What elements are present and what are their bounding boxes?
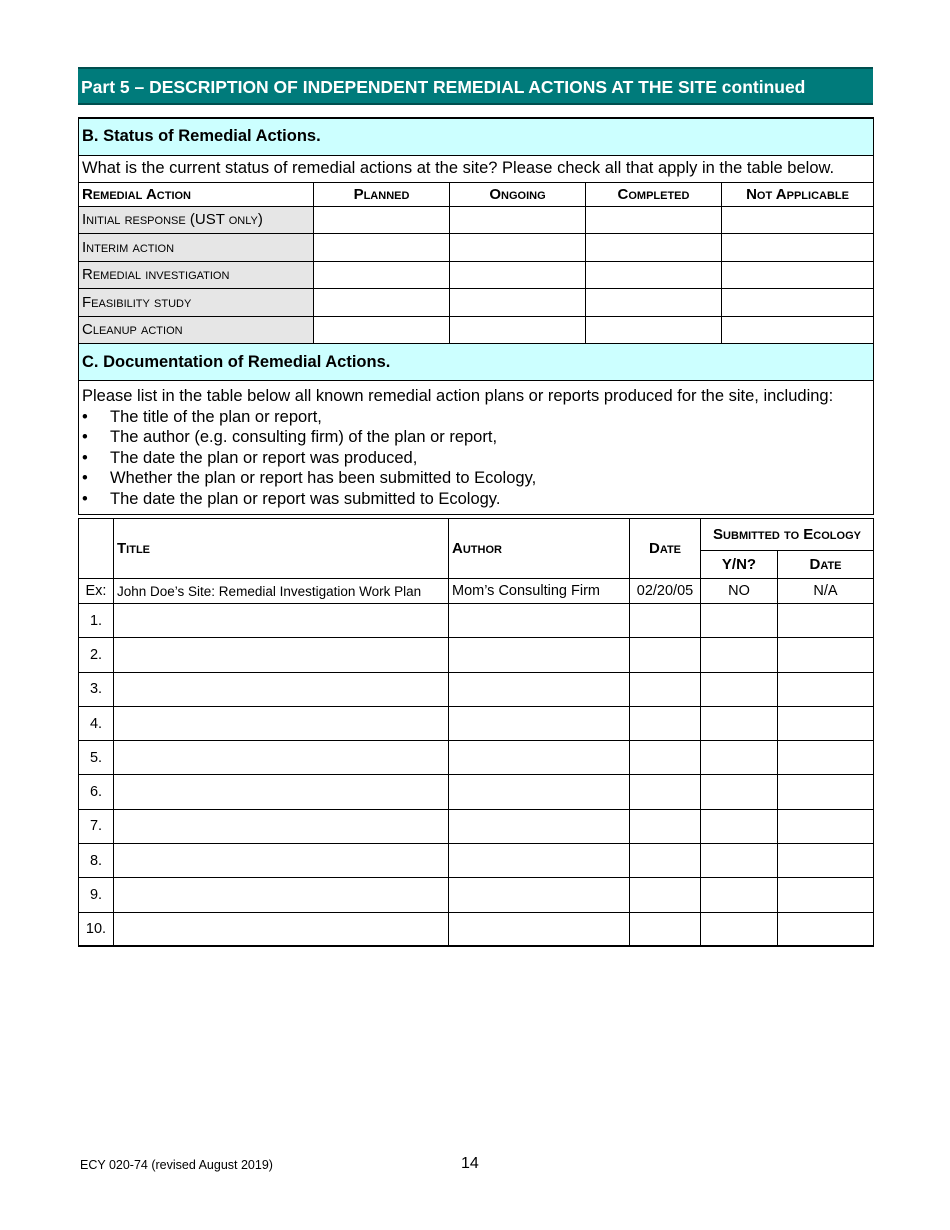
title-cell[interactable] [114, 706, 449, 740]
action-label: Remedial investigation [79, 261, 314, 289]
planned-checkbox-cell[interactable] [314, 289, 450, 317]
column-header-author: Author [449, 519, 630, 579]
column-header-completed: Completed [586, 182, 722, 206]
ongoing-checkbox-cell[interactable] [450, 316, 586, 344]
page-number: 14 [461, 1155, 479, 1172]
list-item: • The author (e.g. consulting firm) of the plan or report, [82, 428, 498, 446]
submitted-date-cell[interactable] [778, 638, 874, 672]
date-cell[interactable] [630, 775, 701, 809]
example-submitted-date: N/A [778, 579, 874, 604]
ongoing-checkbox-cell[interactable] [450, 289, 586, 317]
author-cell[interactable] [449, 672, 630, 706]
action-label: Interim action [79, 234, 314, 262]
action-row-initial-response [79, 206, 874, 234]
yn-cell[interactable] [701, 878, 778, 912]
date-cell[interactable] [630, 878, 701, 912]
table-row [79, 844, 874, 878]
row-number: 5. [79, 741, 114, 775]
not-applicable-checkbox-cell[interactable] [722, 316, 874, 344]
date-cell[interactable] [630, 638, 701, 672]
title-cell[interactable] [114, 775, 449, 809]
title-cell[interactable] [114, 912, 449, 946]
author-cell[interactable] [449, 741, 630, 775]
title-cell[interactable] [114, 604, 449, 638]
documentation-table [78, 518, 874, 947]
table-row [79, 878, 874, 912]
submitted-date-cell[interactable] [778, 741, 874, 775]
action-label: Initial response (UST only) [79, 206, 314, 234]
column-header-not-applicable: Not Applicable [722, 182, 874, 206]
bullet-icon: • [82, 428, 88, 446]
author-cell[interactable] [449, 775, 630, 809]
completed-checkbox-cell[interactable] [586, 316, 722, 344]
submitted-date-cell[interactable] [778, 775, 874, 809]
section-b-title: B. Status of Remedial Actions. [79, 118, 874, 155]
example-title: John Doe’s Site: Remedial Investigation Work Plan [114, 579, 449, 604]
table-row [79, 706, 874, 740]
not-applicable-checkbox-cell[interactable] [722, 261, 874, 289]
planned-checkbox-cell[interactable] [314, 261, 450, 289]
requirements-list [82, 407, 870, 510]
ongoing-checkbox-cell[interactable] [450, 234, 586, 262]
column-header-remedial-action: Remedial Action [79, 182, 314, 206]
yn-cell[interactable] [701, 741, 778, 775]
yn-cell[interactable] [701, 672, 778, 706]
table-row [79, 672, 874, 706]
date-cell[interactable] [630, 741, 701, 775]
row-number: 3. [79, 672, 114, 706]
row-number: 7. [79, 809, 114, 843]
yn-cell[interactable] [701, 775, 778, 809]
title-cell[interactable] [114, 809, 449, 843]
action-row-interim-action [79, 234, 874, 262]
list-item: • The date the plan or report was submitted to Ecology. [82, 489, 501, 508]
date-cell[interactable] [630, 706, 701, 740]
column-header-submitted-date: Date [778, 551, 874, 579]
date-cell[interactable] [630, 844, 701, 878]
section-b-question: What is the current status of remedial actions at the site? Please check all that apply in the table below. [79, 155, 874, 182]
bullet-icon: • [82, 489, 88, 508]
row-number-header [79, 519, 114, 579]
submitted-date-cell[interactable] [778, 809, 874, 843]
table-row [79, 912, 874, 946]
status-of-remedial-actions-table [78, 117, 874, 515]
column-header-ongoing: Ongoing [450, 182, 586, 206]
submitted-date-cell[interactable] [778, 912, 874, 946]
yn-cell[interactable] [701, 706, 778, 740]
not-applicable-checkbox-cell[interactable] [722, 234, 874, 262]
table-row [79, 638, 874, 672]
footer-form-id: ECY 020-74 (revised August 2019) [80, 1158, 273, 1172]
ongoing-checkbox-cell[interactable] [450, 261, 586, 289]
not-applicable-checkbox-cell[interactable] [722, 206, 874, 234]
author-cell[interactable] [449, 706, 630, 740]
planned-checkbox-cell[interactable] [314, 234, 450, 262]
row-number: 6. [79, 775, 114, 809]
submitted-date-cell[interactable] [778, 672, 874, 706]
yn-cell[interactable] [701, 912, 778, 946]
author-cell[interactable] [449, 878, 630, 912]
action-row-cleanup-action [79, 316, 874, 344]
example-row [79, 579, 874, 604]
list-item: • The date the plan or report was produced, [82, 448, 418, 467]
author-cell[interactable] [449, 604, 630, 638]
title-cell[interactable] [114, 844, 449, 878]
example-author: Mom’s Consulting Firm [449, 579, 630, 604]
completed-checkbox-cell[interactable] [586, 261, 722, 289]
row-number: 10. [79, 912, 114, 946]
author-cell[interactable] [449, 638, 630, 672]
list-item: • The title of the plan or report, [82, 407, 322, 426]
bullet-icon: • [82, 448, 88, 467]
example-label: Ex: [79, 579, 114, 604]
action-row-feasibility-study [79, 289, 874, 317]
bullet-icon: • [82, 407, 88, 426]
submitted-date-cell[interactable] [778, 604, 874, 638]
section-c-intro [79, 381, 874, 515]
author-cell[interactable] [449, 912, 630, 946]
completed-checkbox-cell[interactable] [586, 206, 722, 234]
title-cell[interactable] [114, 638, 449, 672]
ongoing-checkbox-cell[interactable] [450, 206, 586, 234]
section-c-title: C. Documentation of Remedial Actions. [79, 344, 874, 381]
author-cell[interactable] [449, 844, 630, 878]
example-date: 02/20/05 [630, 579, 701, 604]
submitted-date-cell[interactable] [778, 844, 874, 878]
submitted-date-cell[interactable] [778, 878, 874, 912]
date-cell[interactable] [630, 672, 701, 706]
list-item: • Whether the plan or report has been submitted to Ecology, [82, 469, 537, 487]
date-cell[interactable] [630, 912, 701, 946]
action-label: Feasibility study [79, 289, 314, 317]
title-cell[interactable] [114, 741, 449, 775]
table-row [79, 604, 874, 638]
planned-checkbox-cell[interactable] [314, 316, 450, 344]
yn-cell[interactable] [701, 809, 778, 843]
title-cell[interactable] [114, 672, 449, 706]
row-number: 9. [79, 878, 114, 912]
action-label: Cleanup action [79, 316, 314, 344]
example-yn: NO [701, 579, 778, 604]
part-header: Part 5 – DESCRIPTION OF INDEPENDENT REMEDIAL ACTIONS AT THE SITE continued [78, 67, 873, 105]
planned-checkbox-cell[interactable] [314, 206, 450, 234]
column-header-date: Date [630, 519, 701, 579]
completed-checkbox-cell[interactable] [586, 289, 722, 317]
column-header-yn: Y/N? [701, 551, 778, 579]
submitted-date-cell[interactable] [778, 706, 874, 740]
author-cell[interactable] [449, 809, 630, 843]
yn-cell[interactable] [701, 604, 778, 638]
not-applicable-checkbox-cell[interactable] [722, 289, 874, 317]
row-number: 1. [79, 604, 114, 638]
yn-cell[interactable] [701, 844, 778, 878]
bullet-icon: • [82, 469, 88, 487]
table-row [79, 775, 874, 809]
column-header-submitted-to-ecology: Submitted to Ecology [701, 519, 874, 551]
section-c-intro-text: Please list in the table below all known remedial action plans or reports produced for the site, including: [82, 387, 834, 405]
row-number: 4. [79, 706, 114, 740]
action-row-remedial-investigation [79, 261, 874, 289]
column-header-title: Title [114, 519, 449, 579]
row-number: 2. [79, 638, 114, 672]
column-header-planned: Planned [314, 182, 450, 206]
title-cell[interactable] [114, 878, 449, 912]
table-row [79, 741, 874, 775]
row-number: 8. [79, 844, 114, 878]
date-cell[interactable] [630, 809, 701, 843]
date-cell[interactable] [630, 604, 701, 638]
table-row [79, 809, 874, 843]
completed-checkbox-cell[interactable] [586, 234, 722, 262]
yn-cell[interactable] [701, 638, 778, 672]
